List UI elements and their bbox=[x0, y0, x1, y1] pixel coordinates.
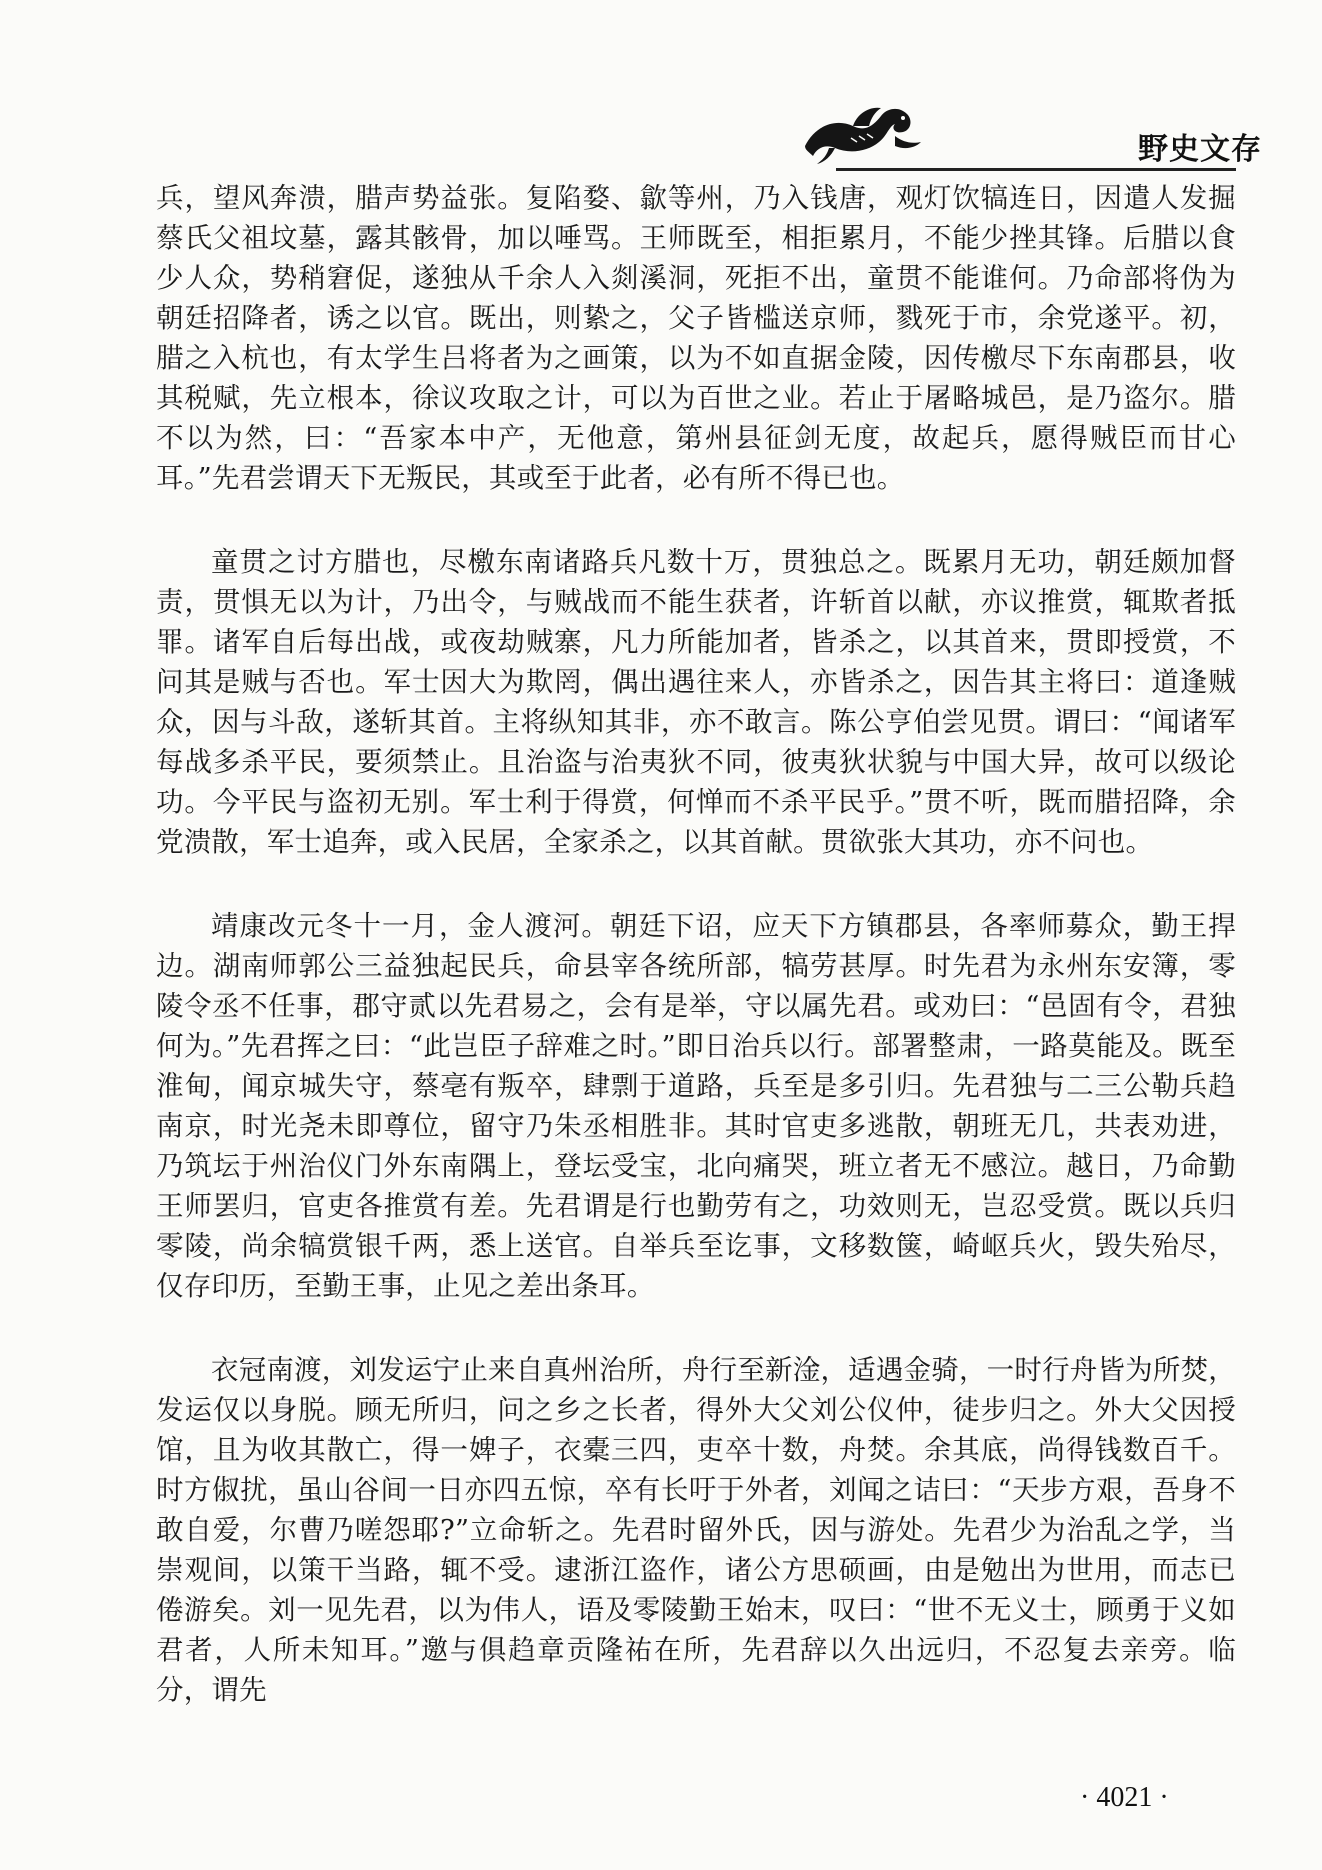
dragon-logo-icon bbox=[795, 96, 930, 168]
paragraph-3: 靖康改元冬十一月，金人渡河。朝廷下诏，应天下方镇郡县，各率师募众，勤王捍边。湖南师郭公三益独起民兵，命县宰各统所部，犒劳甚厚。时先君为永州东安簿，零陵令丞不任事，郡守贰以先君易之，会有是举，守以属先君。或劝曰：“邑固有令，君独何为。”先君挥之曰：“此岂臣子辞难之时。”即日治兵以行。部署整肃，一路莫能及。既至淮甸，闻京城失守，蔡亳有叛卒，肆剽于道路，兵至是多引归。先君独与二三公勒兵趋南京，时光尧未即尊位，留守乃朱丞相胜非。其时官吏多逃散，朝班无几，共表劝进，乃筑坛于州治仪门外东南隅上，登坛受宝，北向痛哭，班立者无不感泣。越日，乃命勤王师罢归，官吏各推赏有差。先君谓是行也勤劳有之，功效则无，岂忍受赏。既以兵归零陵，尚余犒赏银千两，悉上送官。自举兵至讫事，文移数箧，崎岖兵火，毁失殆尽，仅存印历，至勤王事，止见之差出条耳。 bbox=[156, 910, 1236, 1302]
running-header-title: 野史文存 bbox=[1138, 132, 1262, 167]
paragraph-1: 兵，望风奔溃，腊声势益张。复陷婺、歙等州，乃入钱唐，观灯饮犒连日，因遣人发掘蔡氏父祖坟墓，露其骸骨，加以唾骂。王师既至，相拒累月，不能少挫其锋。后腊以食少人众，势稍窘促，遂独从千余人入剡溪洞，死拒不出，童贯不能谁何。乃命部将伪为朝廷招降者，诱之以官。既出，则絷之，父子皆槛送京师，戮死于市，余党遂平。初，腊之入杭也，有太学生吕将者为之画策，以为不如直据金陵，因传檄尽下东南郡县，收其税赋，先立根本，徐议攻取之计，可以为百世之业。若止于屠略城邑，是乃盗尔。腊不以为然，曰：“吾家本中产，无他意，第州县征剑无度，故起兵，愿得贼臣而甘心耳。”先君尝谓天下无叛民，其或至于此者，必有所不得已也。 bbox=[156, 182, 1236, 494]
paragraph-2: 童贯之讨方腊也，尽檄东南诸路兵凡数十万，贯独总之。既累月无功，朝廷颇加督责，贯惧无以为计，乃出令，与贼战而不能生获者，许斩首以献，亦议推赏，辄欺者抵罪。诸军自后每出战，或夜劫贼寨，凡力所能加者，皆杀之，以其首来，贯即授赏，不问其是贼与否也。军士因大为欺罔，偶出遇往来人，亦皆杀之，因告其主将曰：道逢贼众，因与斗敌，遂斩其首。主将纵知其非，亦不敢言。陈公亨伯尝见贯。谓曰：“闻诸军每战多杀平民，要须禁止。且治盗与治夷狄不同，彼夷狄状貌与中国大异，故可以级论功。今平民与盗初无别。军士利于得赏，何惮而不杀平民乎。”贯不听，既而腊招降，余党溃散，军士追奔，或入民居，全家杀之，以其首献。贯欲张大其功，亦不问也。 bbox=[156, 546, 1236, 858]
header-rule bbox=[836, 168, 1236, 171]
main-text bbox=[156, 178, 1236, 1710]
paragraph-4: 衣冠南渡，刘发运宁止来自真州治所，舟行至新淦，适遇金骑，一时行舟皆为所焚，发运仅以身脱。顾无所归，问之乡之长者，得外大父刘公仪仲，徒步归之。外大父因授馆，且为收其散亡，得一婢子，衣橐三四，吏卒十数，舟焚。余其底，尚得钱数百千。时方俶扰，虽山谷间一日亦四五惊，卒有长吁于外者，刘闻之诘曰：“天步方艰，吾身不敢自爱，尔曹乃嗟怨耶?”立命斩之。先君时留外氏，因与游处。先君少为治乱之学，当崇观间，以策干当路，辄不受。逮浙江盗作，诸公方思硕画，由是勉出为世用，而志已倦游矣。刘一见先君，以为伟人，语及零陵勤王始末，叹曰：“世不无义士，顾勇于义如君者，人所未知耳。”邀与俱趋章贡隆祐在所，先君辞以久出远归，不忍复去亲旁。临分，谓先 bbox=[156, 1354, 1236, 1706]
page-number: · 4021 · bbox=[1080, 1782, 1169, 1813]
